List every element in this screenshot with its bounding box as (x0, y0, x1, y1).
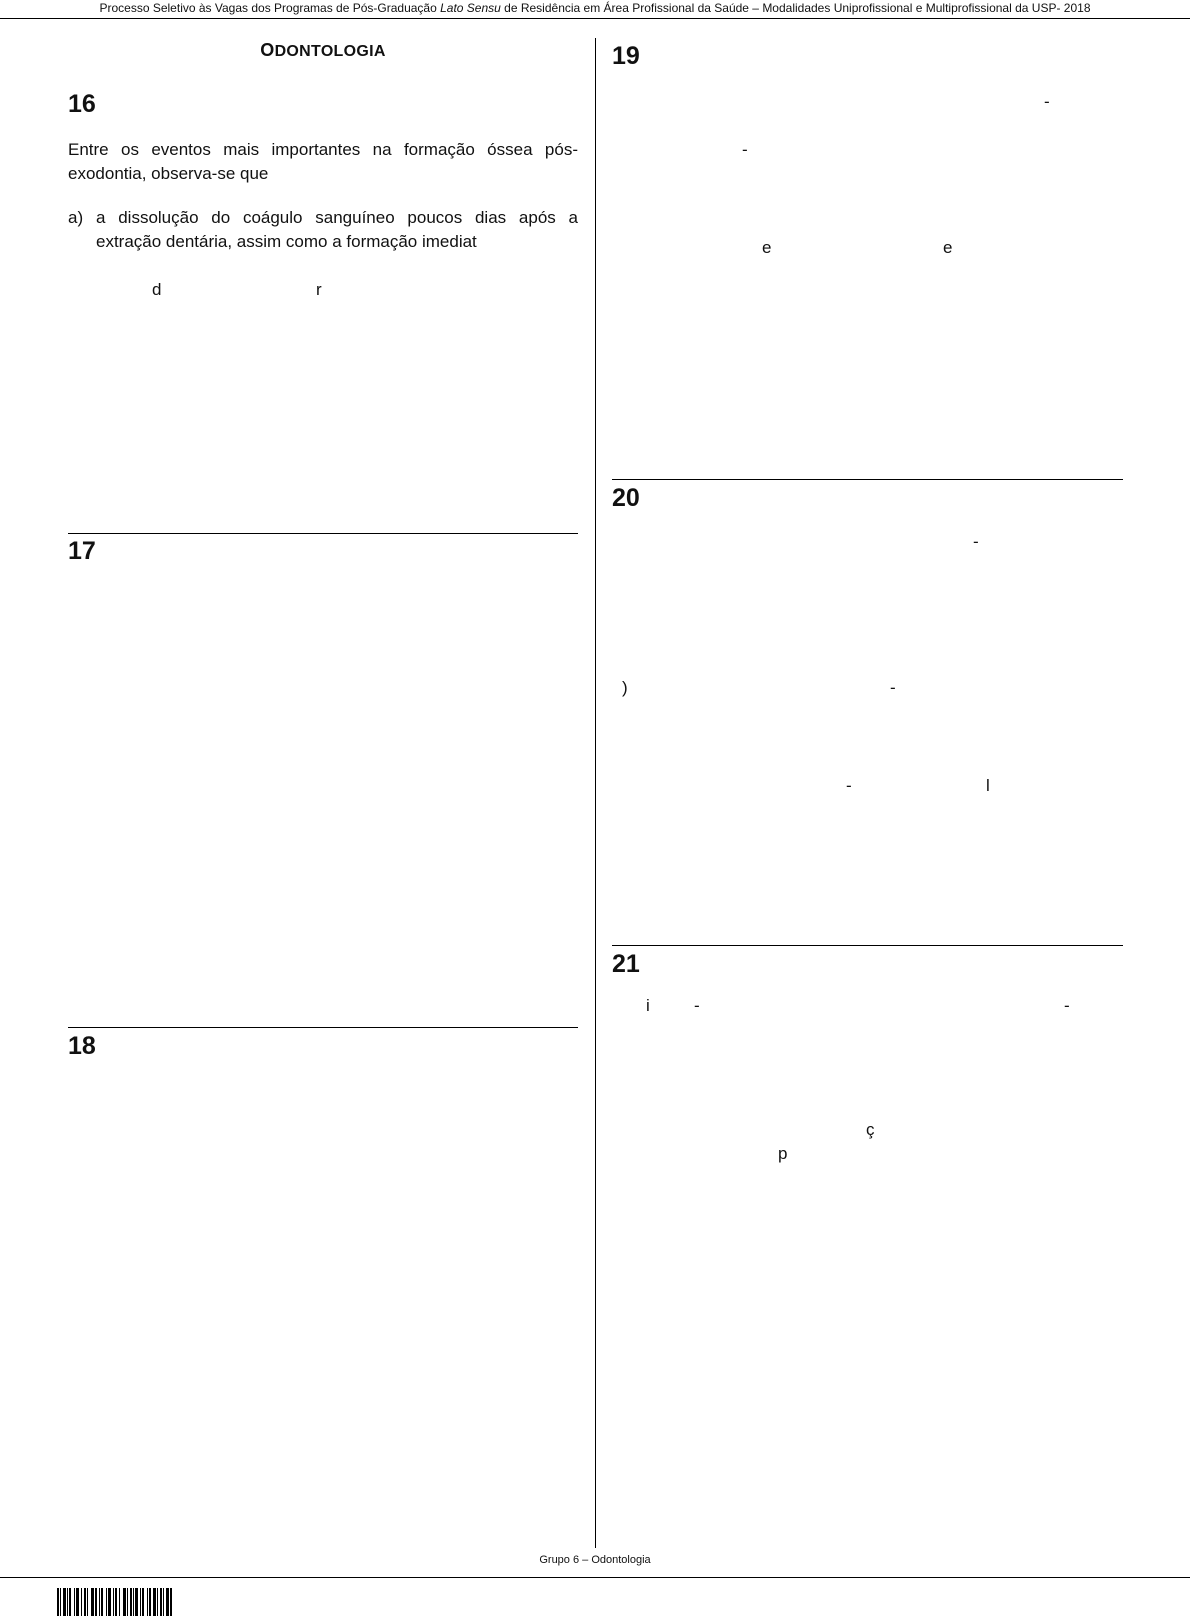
footer-text: Grupo 6 – Odontologia (539, 1554, 651, 1566)
q21-fragment-3: - (1064, 996, 1070, 1015)
question-17-number: 17 (68, 537, 96, 565)
question-20-number: 20 (612, 484, 640, 512)
section-title (68, 40, 578, 61)
option-a-text: a dissolução do coágulo sanguíneo poucos dias após a extração dentária, assim como a formação imediat (96, 208, 578, 251)
header-italic: Lato Sensu (440, 1, 501, 15)
question-19-number: 19 (612, 42, 640, 70)
q16-fragment-2: r (316, 280, 322, 299)
q19-fragment-1: - (1044, 92, 1050, 111)
page-header (0, 0, 1190, 19)
separator-17 (68, 533, 578, 534)
separator-21 (612, 945, 1123, 946)
q21-fragment-2: - (694, 996, 700, 1015)
question-21-number: 21 (612, 950, 640, 978)
q20-fragment-1: - (973, 532, 979, 551)
footer-rule (0, 1577, 1190, 1578)
q16-fragment-1: d (152, 280, 162, 299)
section-title-cap: O (260, 40, 275, 60)
separator-20 (612, 479, 1123, 480)
section-title-rest: DONTOLOGIA (274, 43, 386, 60)
q20-fragment-2: ) (622, 678, 628, 697)
question-16-option-a[interactable] (68, 206, 578, 254)
column-divider (595, 38, 596, 1548)
barcode-icon (57, 1588, 229, 1616)
q20-fragment-4: - (846, 776, 852, 795)
q19-fragment-3: e (762, 238, 772, 257)
separator-18 (68, 1027, 578, 1028)
q20-fragment-3: - (890, 678, 896, 697)
header-tail: de Residência em Área Profissional da Saúde – Modalidades Uniprofissional e Multiprofissional da USP- 2018 (500, 1, 1091, 15)
q19-fragment-4: e (943, 238, 953, 257)
option-a-label: a) (68, 208, 84, 227)
q19-fragment-2: - (742, 140, 748, 159)
question-16-stem: Entre os eventos mais importantes na formação óssea pós-exodontia, observa-se que (68, 140, 578, 183)
q20-fragment-5: l (986, 776, 990, 795)
q21-fragment-4: ç (866, 1120, 875, 1139)
q21-fragment-1: i (646, 996, 650, 1015)
question-16-number: 16 (68, 90, 96, 118)
header-lead: Processo Seletivo às Vagas dos Programas de Pós-Graduação (99, 1, 441, 15)
q21-fragment-5: p (778, 1144, 788, 1163)
question-18-number: 18 (68, 1032, 96, 1060)
